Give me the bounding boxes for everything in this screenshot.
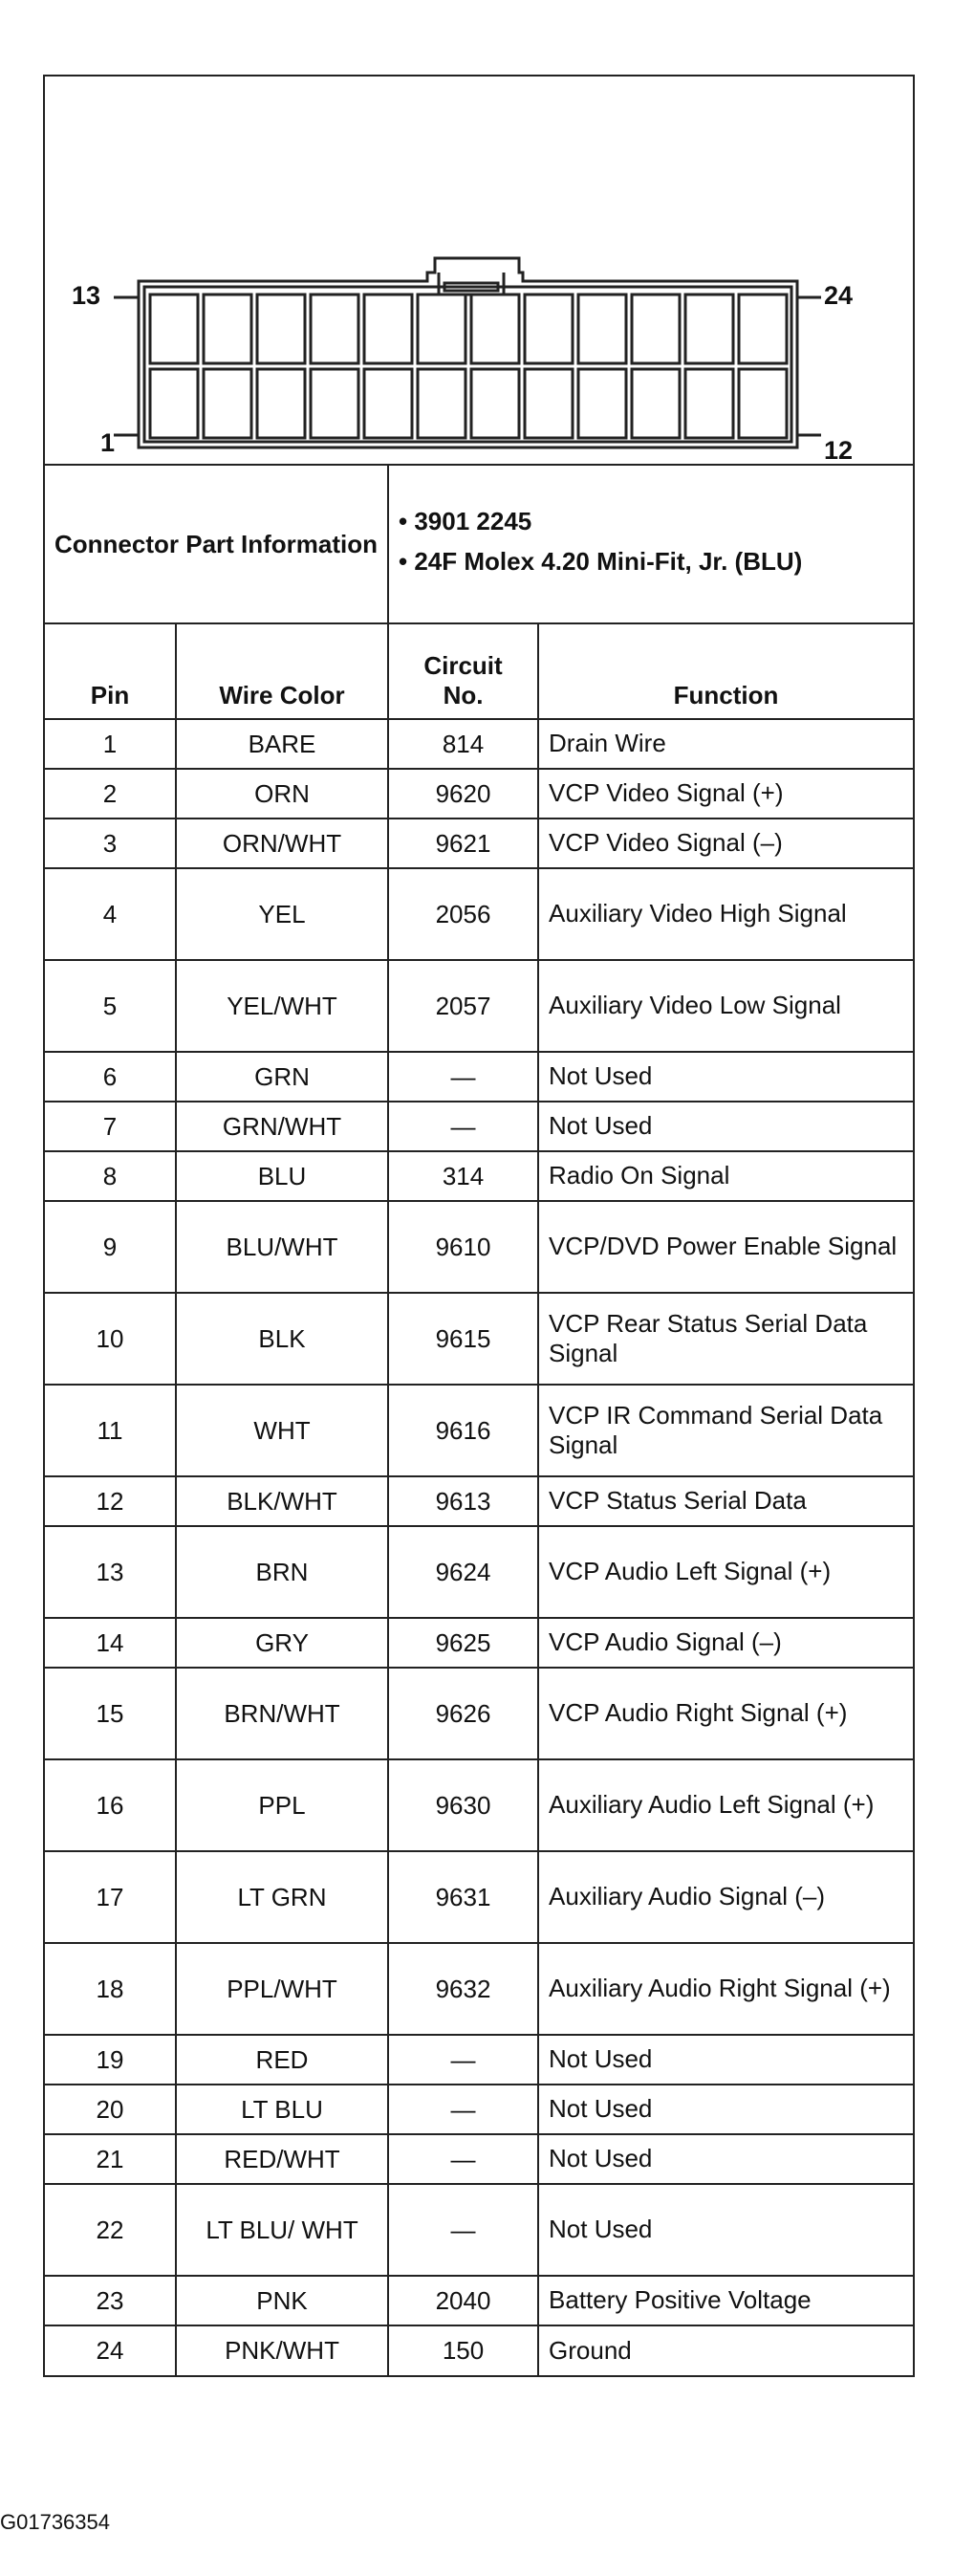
cell-circuit-no: 314 — [388, 1151, 538, 1201]
cell-function: VCP IR Command Serial Data Signal — [538, 1385, 913, 1476]
cell-function: VCP Status Serial Data — [538, 1476, 913, 1526]
cell-pin: 11 — [45, 1385, 176, 1476]
cell-pin: 13 — [45, 1526, 176, 1618]
cell-wire-color: BLU/WHT — [176, 1201, 388, 1293]
cell-function: Auxiliary Audio Signal (–) — [538, 1851, 913, 1943]
pin-cavity — [578, 369, 626, 438]
pin-cavity — [418, 295, 466, 363]
cell-function: Radio On Signal — [538, 1151, 913, 1201]
pin-cavity — [204, 369, 251, 438]
cell-function: VCP Rear Status Serial Data Signal — [538, 1293, 913, 1385]
cell-function: Not Used — [538, 2184, 913, 2276]
table-row — [45, 1943, 913, 2035]
cell-circuit-no: 150 — [388, 2325, 538, 2375]
table-row — [45, 960, 913, 1052]
pin-cavities — [150, 295, 787, 438]
cell-circuit-no: 9631 — [388, 1851, 538, 1943]
cell-function: Auxiliary Audio Left Signal (+) — [538, 1759, 913, 1851]
cell-wire-color: PPL/WHT — [176, 1943, 388, 2035]
connector-part-info-row — [45, 466, 913, 623]
cell-function: VCP Audio Signal (–) — [538, 1618, 913, 1668]
header-function: Function — [538, 623, 913, 719]
table-row — [45, 819, 913, 868]
header-circuit-no: Circuit No. — [388, 623, 538, 719]
pin-cavity — [364, 295, 412, 363]
table-row — [45, 1668, 913, 1759]
cell-function: VCP Audio Left Signal (+) — [538, 1526, 913, 1618]
table-row — [45, 2276, 913, 2325]
cell-circuit-no: — — [388, 2035, 538, 2085]
cell-function: Ground — [538, 2325, 913, 2375]
cell-wire-color: YEL/WHT — [176, 960, 388, 1052]
cell-circuit-no: 814 — [388, 719, 538, 769]
cell-wire-color: BLK/WHT — [176, 1476, 388, 1526]
cell-wire-color: LT BLU — [176, 2085, 388, 2134]
cell-function: Not Used — [538, 2035, 913, 2085]
pin-cavity — [685, 295, 733, 363]
pin-cavity — [257, 369, 305, 438]
pin-cavity — [578, 295, 626, 363]
pinout-table — [45, 466, 913, 2375]
cell-pin: 3 — [45, 819, 176, 868]
pin-cavity — [632, 295, 680, 363]
table-row — [45, 1476, 913, 1526]
cell-pin: 14 — [45, 1618, 176, 1668]
cell-function: Not Used — [538, 2134, 913, 2184]
cell-pin: 5 — [45, 960, 176, 1052]
cell-circuit-no: — — [388, 2184, 538, 2276]
table-row — [45, 2184, 913, 2276]
cell-pin: 24 — [45, 2325, 176, 2375]
cell-function: VCP Video Signal (+) — [538, 769, 913, 819]
cell-circuit-no: 9620 — [388, 769, 538, 819]
cell-wire-color: GRN — [176, 1052, 388, 1102]
cell-function: Auxiliary Video Low Signal — [538, 960, 913, 1052]
pin-cavity — [150, 369, 198, 438]
cell-function: Not Used — [538, 2085, 913, 2134]
cell-pin: 20 — [45, 2085, 176, 2134]
header-pin: Pin — [45, 623, 176, 719]
cell-wire-color: WHT — [176, 1385, 388, 1476]
cell-function: Not Used — [538, 1102, 913, 1151]
cell-function: VCP/DVD Power Enable Signal — [538, 1201, 913, 1293]
cell-pin: 1 — [45, 719, 176, 769]
table-header-row — [45, 623, 913, 719]
cell-circuit-no: 2057 — [388, 960, 538, 1052]
pin-cavity — [311, 295, 358, 363]
cell-pin: 6 — [45, 1052, 176, 1102]
table-row — [45, 1151, 913, 1201]
table-row — [45, 2085, 913, 2134]
pin-cavity — [739, 369, 787, 438]
table-row — [45, 1293, 913, 1385]
cell-wire-color: RED — [176, 2035, 388, 2085]
cell-wire-color: GRN/WHT — [176, 1102, 388, 1151]
cell-circuit-no: — — [388, 2085, 538, 2134]
cell-circuit-no: 9621 — [388, 819, 538, 868]
connector-part-info-list — [388, 466, 913, 623]
cell-circuit-no: 9616 — [388, 1385, 538, 1476]
table-row — [45, 1052, 913, 1102]
part-description: • 24F Molex 4.20 Mini-Fit, Jr. (BLU) — [399, 547, 803, 576]
cell-wire-color: PNK/WHT — [176, 2325, 388, 2375]
cell-wire-color: ORN — [176, 769, 388, 819]
cell-wire-color: PNK — [176, 2276, 388, 2325]
cell-circuit-no: — — [388, 1102, 538, 1151]
pin-label-12: 12 — [824, 436, 854, 465]
connector-face-drawing — [45, 76, 913, 464]
connector-diagram — [45, 76, 913, 466]
header-wire-color: Wire Color — [176, 623, 388, 719]
cell-pin: 15 — [45, 1668, 176, 1759]
part-number: • 3901 2245 — [399, 506, 532, 535]
cell-pin: 2 — [45, 769, 176, 819]
pin-cavity — [311, 369, 358, 438]
cell-wire-color: BRN — [176, 1526, 388, 1618]
cell-pin: 7 — [45, 1102, 176, 1151]
pin-cavity — [525, 369, 573, 438]
table-row — [45, 1618, 913, 1668]
table-row — [45, 1759, 913, 1851]
table-row — [45, 2134, 913, 2184]
cell-pin: 8 — [45, 1151, 176, 1201]
table-row — [45, 1201, 913, 1293]
cell-pin: 4 — [45, 868, 176, 960]
cell-function: Battery Positive Voltage — [538, 2276, 913, 2325]
table-row — [45, 1526, 913, 1618]
pin-cavity — [257, 295, 305, 363]
cell-circuit-no: 2056 — [388, 868, 538, 960]
pin-cavity — [471, 369, 519, 438]
cell-pin: 19 — [45, 2035, 176, 2085]
cell-function: VCP Video Signal (–) — [538, 819, 913, 868]
cell-circuit-no: 9624 — [388, 1526, 538, 1618]
cell-wire-color: LT BLU/ WHT — [176, 2184, 388, 2276]
cell-function: Drain Wire — [538, 719, 913, 769]
cell-wire-color: RED/WHT — [176, 2134, 388, 2184]
cell-circuit-no: 9630 — [388, 1759, 538, 1851]
cell-function: VCP Audio Right Signal (+) — [538, 1668, 913, 1759]
cell-pin: 12 — [45, 1476, 176, 1526]
table-row — [45, 719, 913, 769]
connector-sheet — [43, 75, 915, 2377]
cell-wire-color: LT GRN — [176, 1851, 388, 1943]
cell-function: Auxiliary Audio Right Signal (+) — [538, 1943, 913, 2035]
cell-wire-color: BRN/WHT — [176, 1668, 388, 1759]
pin-cavity — [364, 369, 412, 438]
table-row — [45, 1102, 913, 1151]
cell-circuit-no: 9610 — [388, 1201, 538, 1293]
cell-pin: 23 — [45, 2276, 176, 2325]
cell-pin: 10 — [45, 1293, 176, 1385]
connector-part-info-label: Connector Part Information — [45, 466, 388, 623]
table-row — [45, 2325, 913, 2375]
pin-label-24: 24 — [824, 281, 854, 310]
figure-id: G01736354 — [0, 2510, 110, 2534]
pin-cavity — [204, 295, 251, 363]
pin-cavity — [525, 295, 573, 363]
pin-label-1: 1 — [100, 428, 116, 457]
pin-cavity — [632, 369, 680, 438]
cell-circuit-no: — — [388, 1052, 538, 1102]
pin-cavity — [685, 369, 733, 438]
cell-circuit-no: 9632 — [388, 1943, 538, 2035]
cell-circuit-no: 9615 — [388, 1293, 538, 1385]
pin-cavity — [418, 369, 466, 438]
pin-label-13: 13 — [72, 281, 101, 310]
pin-cavity — [150, 295, 198, 363]
cell-wire-color: BLU — [176, 1151, 388, 1201]
cell-circuit-no: 9625 — [388, 1618, 538, 1668]
cell-pin: 9 — [45, 1201, 176, 1293]
cell-circuit-no: 9626 — [388, 1668, 538, 1759]
cell-pin: 21 — [45, 2134, 176, 2184]
cell-pin: 16 — [45, 1759, 176, 1851]
cell-wire-color: BLK — [176, 1293, 388, 1385]
cell-circuit-no: — — [388, 2134, 538, 2184]
cell-wire-color: GRY — [176, 1618, 388, 1668]
cell-pin: 22 — [45, 2184, 176, 2276]
cell-pin: 17 — [45, 1851, 176, 1943]
cell-circuit-no: 2040 — [388, 2276, 538, 2325]
cell-function: Not Used — [538, 1052, 913, 1102]
table-row — [45, 1851, 913, 1943]
cell-wire-color: PPL — [176, 1759, 388, 1851]
cell-pin: 18 — [45, 1943, 176, 2035]
pin-cavity — [739, 295, 787, 363]
cell-wire-color: YEL — [176, 868, 388, 960]
table-row — [45, 1385, 913, 1476]
cell-function: Auxiliary Video High Signal — [538, 868, 913, 960]
cell-circuit-no: 9613 — [388, 1476, 538, 1526]
cell-wire-color: BARE — [176, 719, 388, 769]
cell-wire-color: ORN/WHT — [176, 819, 388, 868]
pin-cavity — [471, 295, 519, 363]
table-row — [45, 769, 913, 819]
table-row — [45, 2035, 913, 2085]
table-row — [45, 868, 913, 960]
